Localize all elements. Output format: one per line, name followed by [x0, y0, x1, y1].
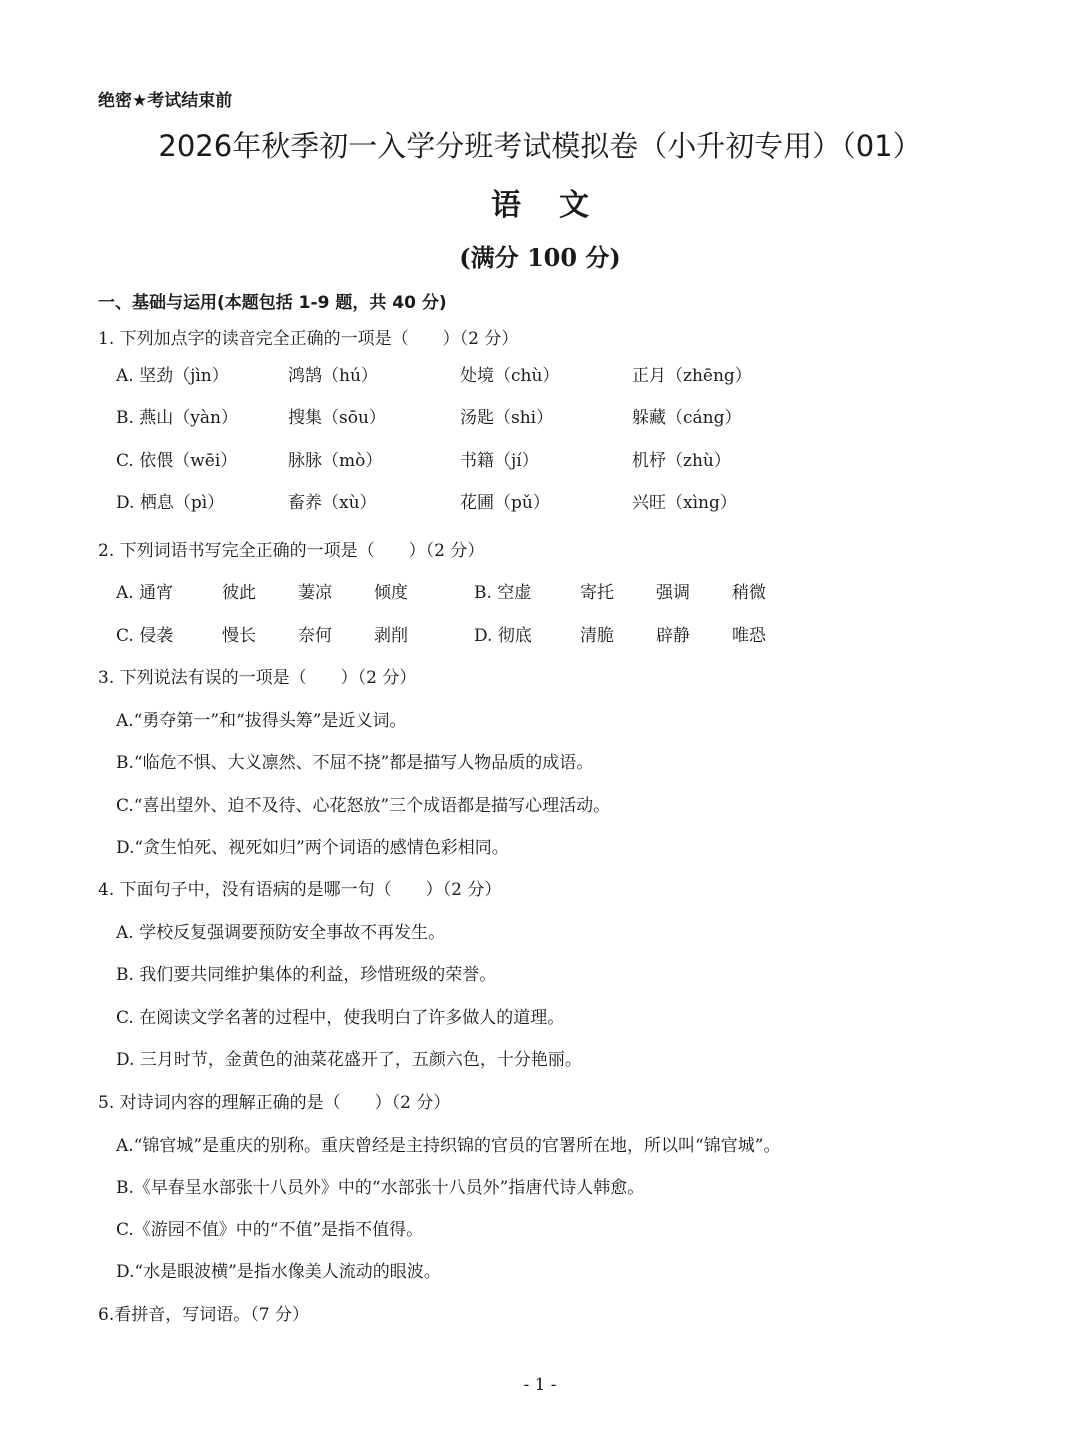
question-2-stem: 2. 下列词语书写完全正确的一项是（ ）（2 分）: [98, 541, 485, 561]
q2-word: 奈何: [298, 626, 332, 646]
exam-title: 2026年秋季初一入学分班考试模拟卷（小升初专用）（01）: [158, 129, 922, 163]
q1-option-c-3: 书籍（jí）: [460, 451, 539, 471]
q2-word: 剥削: [374, 626, 408, 646]
q4-option-c: C. 在阅读文学名著的过程中，使我明白了许多做人的道理。: [116, 1008, 565, 1028]
q1-option-a-2: 鸿鹄（hú）: [288, 366, 378, 386]
q2-word: 寄托: [580, 583, 614, 603]
q1-option-a-1: A. 坚劲（jìn）: [116, 366, 229, 386]
q1-option-d-1: D. 栖息（pì）: [116, 493, 225, 513]
question-1-stem: 1. 下列加点字的读音完全正确的一项是（ ）（2 分）: [98, 329, 519, 349]
q5-option-b: B.《早春呈水部张十八员外》中的“水部张十八员外”指唐代诗人韩愈。: [116, 1178, 645, 1198]
q1-option-a-4: 正月（zhēng）: [632, 366, 752, 386]
q2-word: C. 侵袭: [116, 626, 174, 646]
q2-word: 清脆: [580, 626, 614, 646]
q2-word: 辟静: [656, 626, 690, 646]
q2-word: 萋凉: [298, 583, 332, 603]
subject-title: 语文: [491, 188, 627, 223]
q2-word: 彼此: [222, 583, 256, 603]
q1-option-b-4: 躲藏（cáng）: [632, 408, 742, 428]
q5-option-d: D.“水是眼波横”是指水像美人流动的眼波。: [116, 1262, 441, 1282]
q2-word: B. 空虚: [474, 583, 532, 603]
q1-option-d-4: 兴旺（xìng）: [632, 493, 737, 513]
q3-option-c: C.“喜出望外、迫不及待、心花怒放”三个成语都是描写心理活动。: [116, 796, 611, 816]
q1-option-b-2: 搜集（sōu）: [288, 408, 386, 428]
section-heading: 一、基础与运用(本题包括 1-9 题，共 40 分): [98, 293, 447, 313]
q4-option-b: B. 我们要共同维护集体的利益，珍惜班级的荣誉。: [116, 965, 497, 985]
full-score: (满分 100 分): [459, 243, 621, 272]
confidential-mark: 绝密★考试结束前: [98, 91, 233, 111]
q2-word: D. 彻底: [474, 626, 532, 646]
q1-option-b-1: B. 燕山（yàn）: [116, 408, 238, 428]
q4-option-a: A. 学校反复强调要预防安全事故不再发生。: [116, 923, 446, 943]
q2-word: 强调: [656, 583, 690, 603]
q1-option-d-2: 畜养（xù）: [288, 493, 377, 513]
q5-option-a: A.“锦官城”是重庆的别称。重庆曾经是主持织锦的官员的官署所在地，所以叫“锦官城”。: [116, 1136, 781, 1156]
q2-word: 唯恐: [732, 626, 766, 646]
q3-option-a: A.“勇夺第一”和“拔得头筹”是近义词。: [116, 711, 407, 731]
q1-option-d-3: 花圃（pǔ）: [460, 493, 550, 513]
question-5-stem: 5. 对诗词内容的理解正确的是（ ）（2 分）: [98, 1093, 451, 1113]
question-4-stem: 4. 下面句子中，没有语病的是哪一句（ ）（2 分）: [98, 880, 502, 900]
q1-option-c-4: 机杼（zhù）: [632, 451, 731, 471]
q2-word: 倾度: [374, 583, 408, 603]
page-number: - 1 -: [523, 1375, 557, 1395]
question-6-stem: 6.看拼音，写词语。（7 分）: [98, 1305, 309, 1325]
question-3-stem: 3. 下列说法有误的一项是（ ）（2 分）: [98, 668, 417, 688]
q4-option-d: D. 三月时节，金黄色的油菜花盛开了，五颜六色，十分艳丽。: [116, 1050, 582, 1070]
q2-word: 慢长: [222, 626, 256, 646]
q3-option-d: D.“贪生怕死、视死如归”两个词语的感情色彩相同。: [116, 838, 509, 858]
q2-word: 稍微: [732, 583, 766, 603]
q1-option-c-1: C. 依偎（wēi）: [116, 451, 238, 471]
q2-word: A. 通宵: [116, 583, 174, 603]
q1-option-c-2: 脉脉（mò）: [288, 451, 383, 471]
q1-option-b-3: 汤匙（shi）: [460, 408, 554, 428]
q1-option-a-3: 处境（chù）: [460, 366, 560, 386]
q5-option-c: C.《游园不值》中的“不值”是指不值得。: [116, 1220, 424, 1240]
q3-option-b: B.“临危不惧、大义凛然、不屈不挠”都是描写人物品质的成语。: [116, 753, 594, 773]
